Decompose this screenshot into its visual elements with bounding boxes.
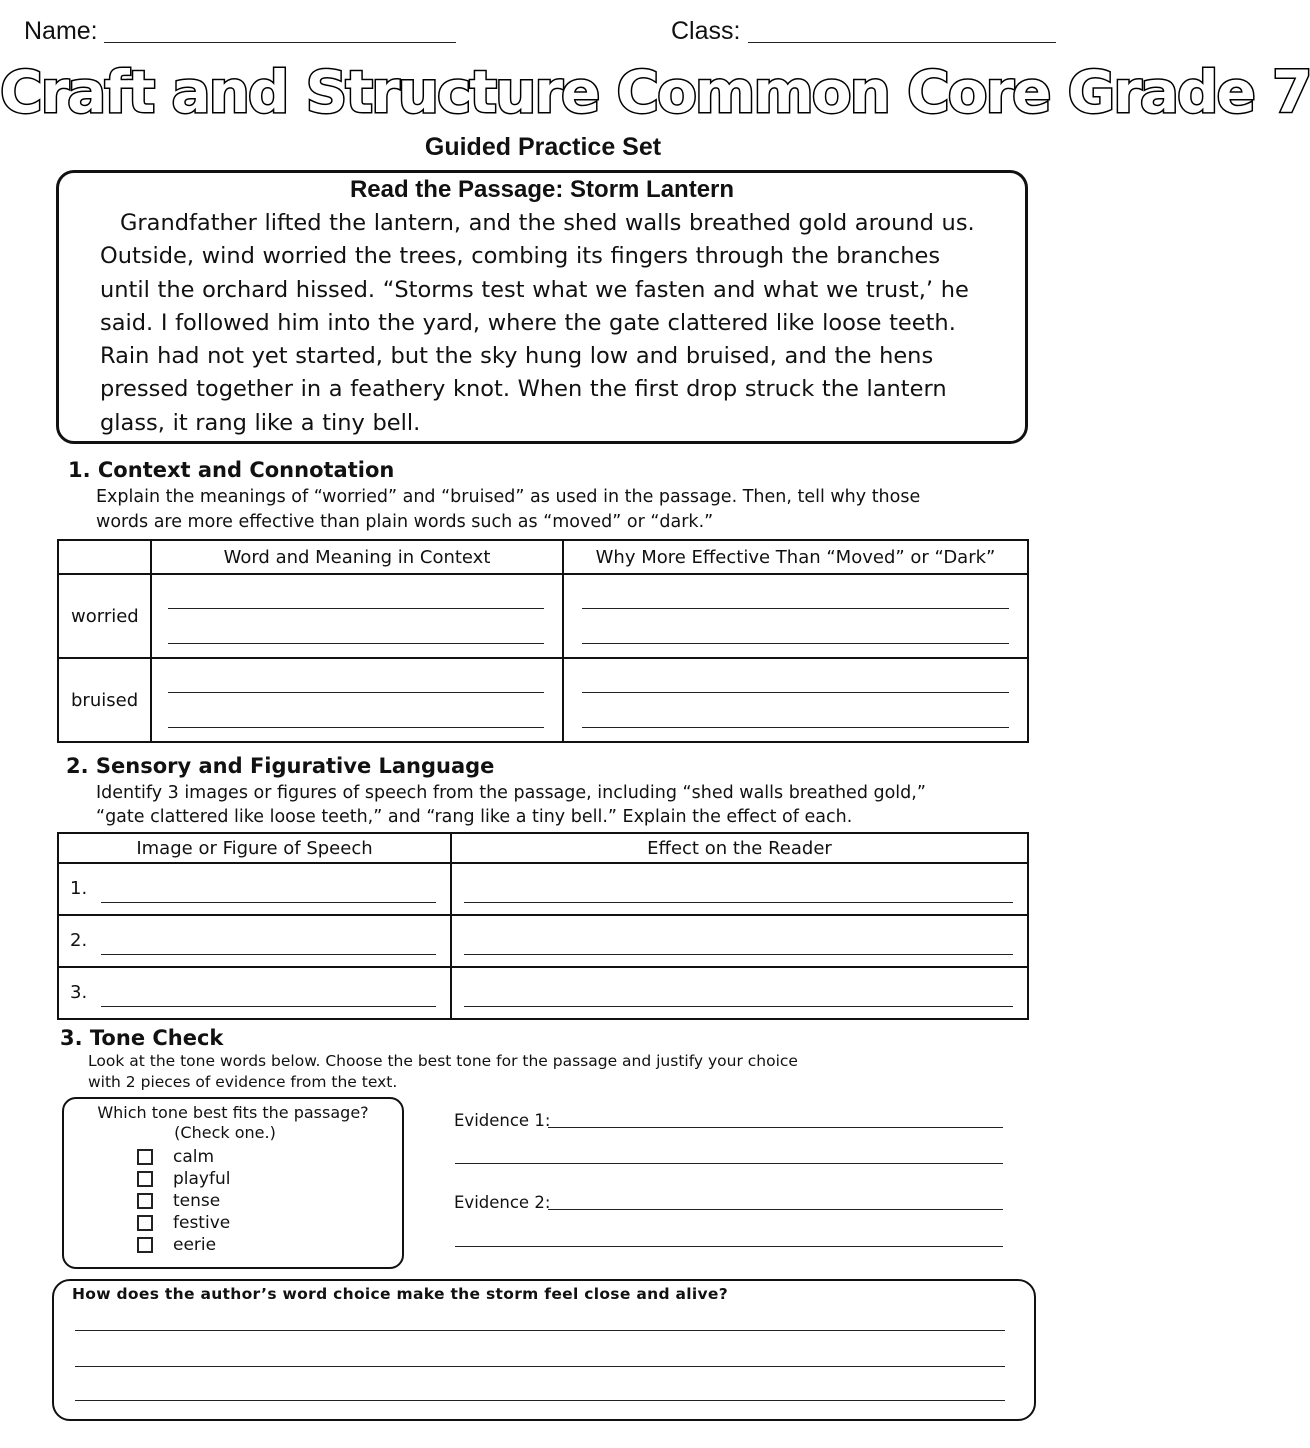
image-cell[interactable] [58,863,451,915]
evidence1-label: Evidence 1: [454,1111,551,1130]
section3-title: 3. Tone Check [60,1026,224,1050]
evidence2-line-2[interactable] [455,1246,1003,1247]
section1-title: 1. Context and Connotation [68,458,395,482]
column-header-image: Image or Figure of Speech [58,833,451,863]
table-corner [58,540,151,574]
table-row [58,863,1028,915]
context-table [57,539,1029,743]
class-line[interactable] [748,42,1056,43]
answer-line[interactable] [75,1366,1005,1367]
section3-instructions: Look at the tone words below. Choose the best tone for the passage and justify your choice with 2 pieces of evidence from the text. [88,1052,798,1091]
table-row [58,574,1028,658]
table-row [58,967,1028,1019]
evidence2-label: Evidence 2: [454,1193,551,1212]
section2-instructions: Identify 3 images or figures of speech from the passage, including “shed walls breathed gold,” “gate clattered like loose teeth,” and “rang like a tiny bell.” Explain the effect of each. [96,783,926,827]
checkbox-playful[interactable] [137,1171,153,1187]
table-row [58,658,1028,742]
column-header-effect: Effect on the Reader [451,833,1028,863]
image-cell[interactable] [58,967,451,1019]
answer-line[interactable] [75,1400,1005,1401]
checkbox-eerie[interactable] [137,1237,153,1253]
option-playful: playful [173,1169,231,1189]
checkbox-festive[interactable] [137,1215,153,1231]
section2-title: 2. Sensory and Figurative Language [66,754,495,778]
checkbox-tense[interactable] [137,1193,153,1209]
tone-hint: (Check one.) [174,1123,276,1142]
tone-question: Which tone best fits the passage? [97,1103,369,1122]
option-eerie: eerie [173,1235,217,1255]
name-line[interactable] [104,42,456,43]
option-calm: calm [173,1147,215,1167]
row-number: 1. [70,878,88,899]
effect-cell[interactable] [451,967,1028,1019]
meaning-cell[interactable] [151,574,563,658]
effective-cell[interactable] [563,658,1028,742]
column-header-meaning: Word and Meaning in Context [151,540,563,574]
class-label: Class: [671,17,741,45]
figurative-table [57,832,1029,1020]
checkbox-calm[interactable] [137,1149,153,1165]
worksheet-subtitle: Guided Practice Set [424,133,662,161]
image-cell[interactable] [58,915,451,967]
evidence1-line-2[interactable] [455,1163,1003,1164]
answer-line[interactable] [75,1330,1005,1331]
row-number: 2. [70,930,88,951]
final-question: How does the author’s word choice make the storm feel close and alive? [72,1285,729,1303]
passage-text: Grandfather lifted the lantern, and the shed walls breathed gold around us. Outside, wind worried the trees, combing its fingers through the branches until the orchard hissed. “Storms test what we fasten and what we trust,’ he said. I followed him into the yard, where the gate clattered like loose teeth. Rain had not yet started, but the sky hung low and bruised, and the hens pressed together in a feathery knot. When the first drop struck the lantern glass, it rang like a tiny bell. [100,210,975,436]
column-header-effective: Why More Effective Than “Moved” or “Dark” [563,540,1028,574]
name-label: Name: [24,17,98,45]
effect-cell[interactable] [451,863,1028,915]
passage-title: Read the Passage: Storm Lantern [349,176,735,203]
row-number: 3. [70,982,88,1003]
row-word-worried: worried [58,574,151,658]
table-row [58,915,1028,967]
worksheet-title: Craft and Structure Common Core Grade 7 [0,58,1310,126]
evidence2-line[interactable] [548,1209,1003,1210]
evidence1-line[interactable] [548,1127,1003,1128]
row-word-bruised: bruised [58,658,151,742]
effect-cell[interactable] [451,915,1028,967]
effective-cell[interactable] [563,574,1028,658]
option-tense: tense [173,1191,221,1211]
meaning-cell[interactable] [151,658,563,742]
option-festive: festive [173,1213,231,1233]
section1-instructions: Explain the meanings of “worried” and “bruised” as used in the passage. Then, tell why those words are more effective than plain words such as “moved” or “dark.” [96,487,921,532]
